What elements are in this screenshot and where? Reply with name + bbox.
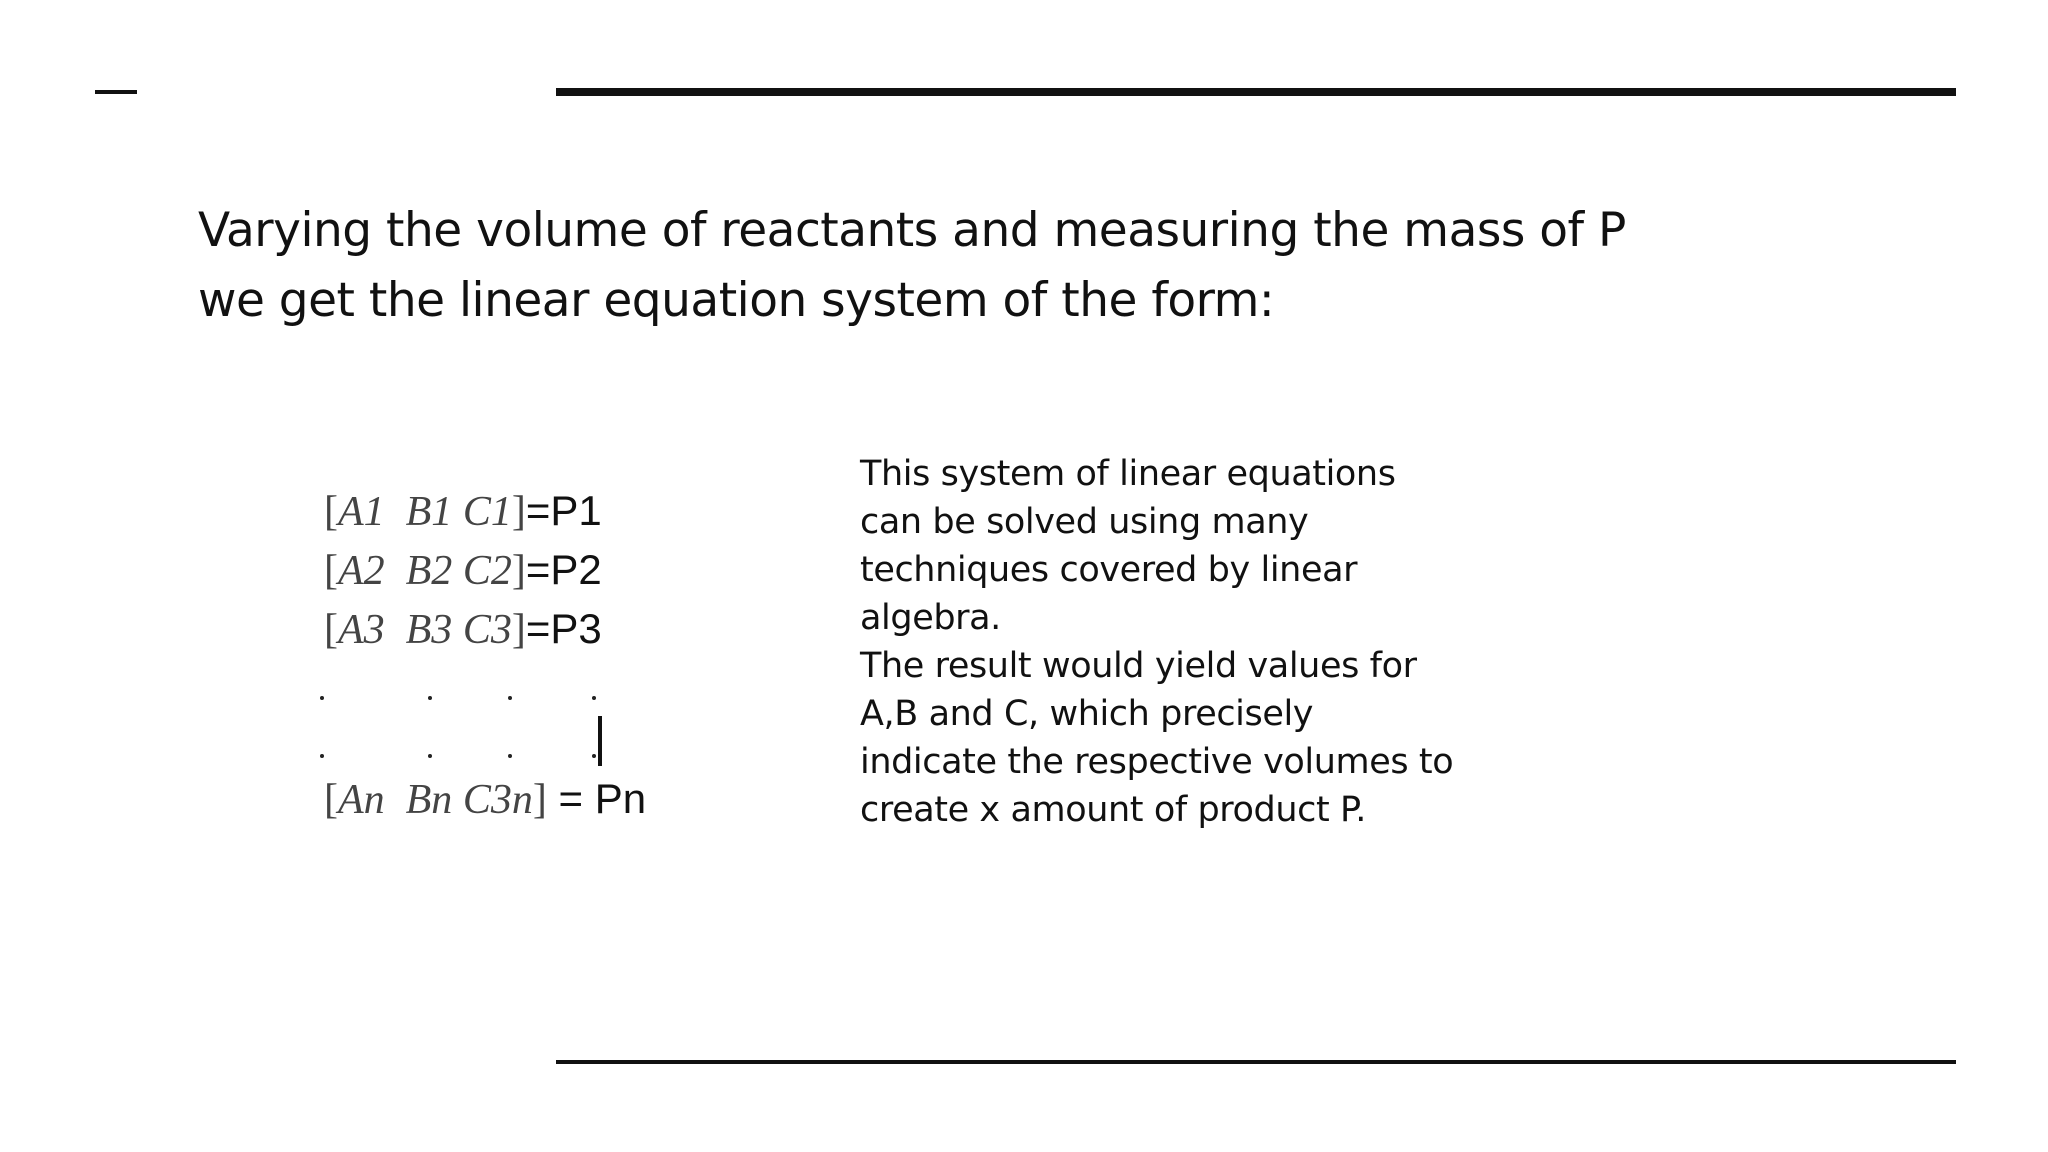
explanation-line: create x amount of product P. <box>860 790 1367 830</box>
slide-heading <box>198 196 1698 336</box>
explanation-line: algebra. <box>860 598 1001 638</box>
corner-dash-decoration <box>95 90 137 94</box>
equation-row <box>324 774 646 825</box>
explanation-line: A,B and C, which precisely <box>860 694 1314 734</box>
equation-matrix-row: [A3 B3 C3] <box>324 607 526 653</box>
equation-rhs: =P2 <box>525 546 602 593</box>
explanation-line: indicate the respective volumes to <box>860 742 1454 782</box>
equation-matrix-row: [A2 B2 C2] <box>324 548 526 594</box>
heading-line-2: we get the linear equation system of the form: <box>198 273 1275 328</box>
bottom-rule-divider <box>556 1060 1956 1064</box>
equation-row <box>324 486 602 537</box>
explanation-line: This system of linear equations <box>860 454 1396 494</box>
equation-system-image <box>300 468 700 838</box>
explanation-text <box>860 450 1500 834</box>
equation-rhs: =P1 <box>525 487 602 534</box>
equation-matrix-row: [A1 B1 C1] <box>324 489 526 535</box>
ellipsis-dots <box>318 754 618 764</box>
ellipsis-dots <box>318 696 618 706</box>
equation-rhs: = Pn <box>558 775 647 822</box>
explanation-line: can be solved using many <box>860 502 1309 542</box>
text-cursor-mark <box>598 716 602 766</box>
equation-row <box>324 545 602 596</box>
equation-matrix-row: [An Bn C3n] <box>324 777 547 823</box>
equation-rhs: =P3 <box>525 605 602 652</box>
explanation-line: techniques covered by linear <box>860 550 1358 590</box>
explanation-line: The result would yield values for <box>860 646 1417 686</box>
heading-line-1: Varying the volume of reactants and measuring the mass of P <box>198 203 1626 258</box>
equation-row <box>324 604 602 655</box>
top-rule-divider <box>556 88 1956 96</box>
